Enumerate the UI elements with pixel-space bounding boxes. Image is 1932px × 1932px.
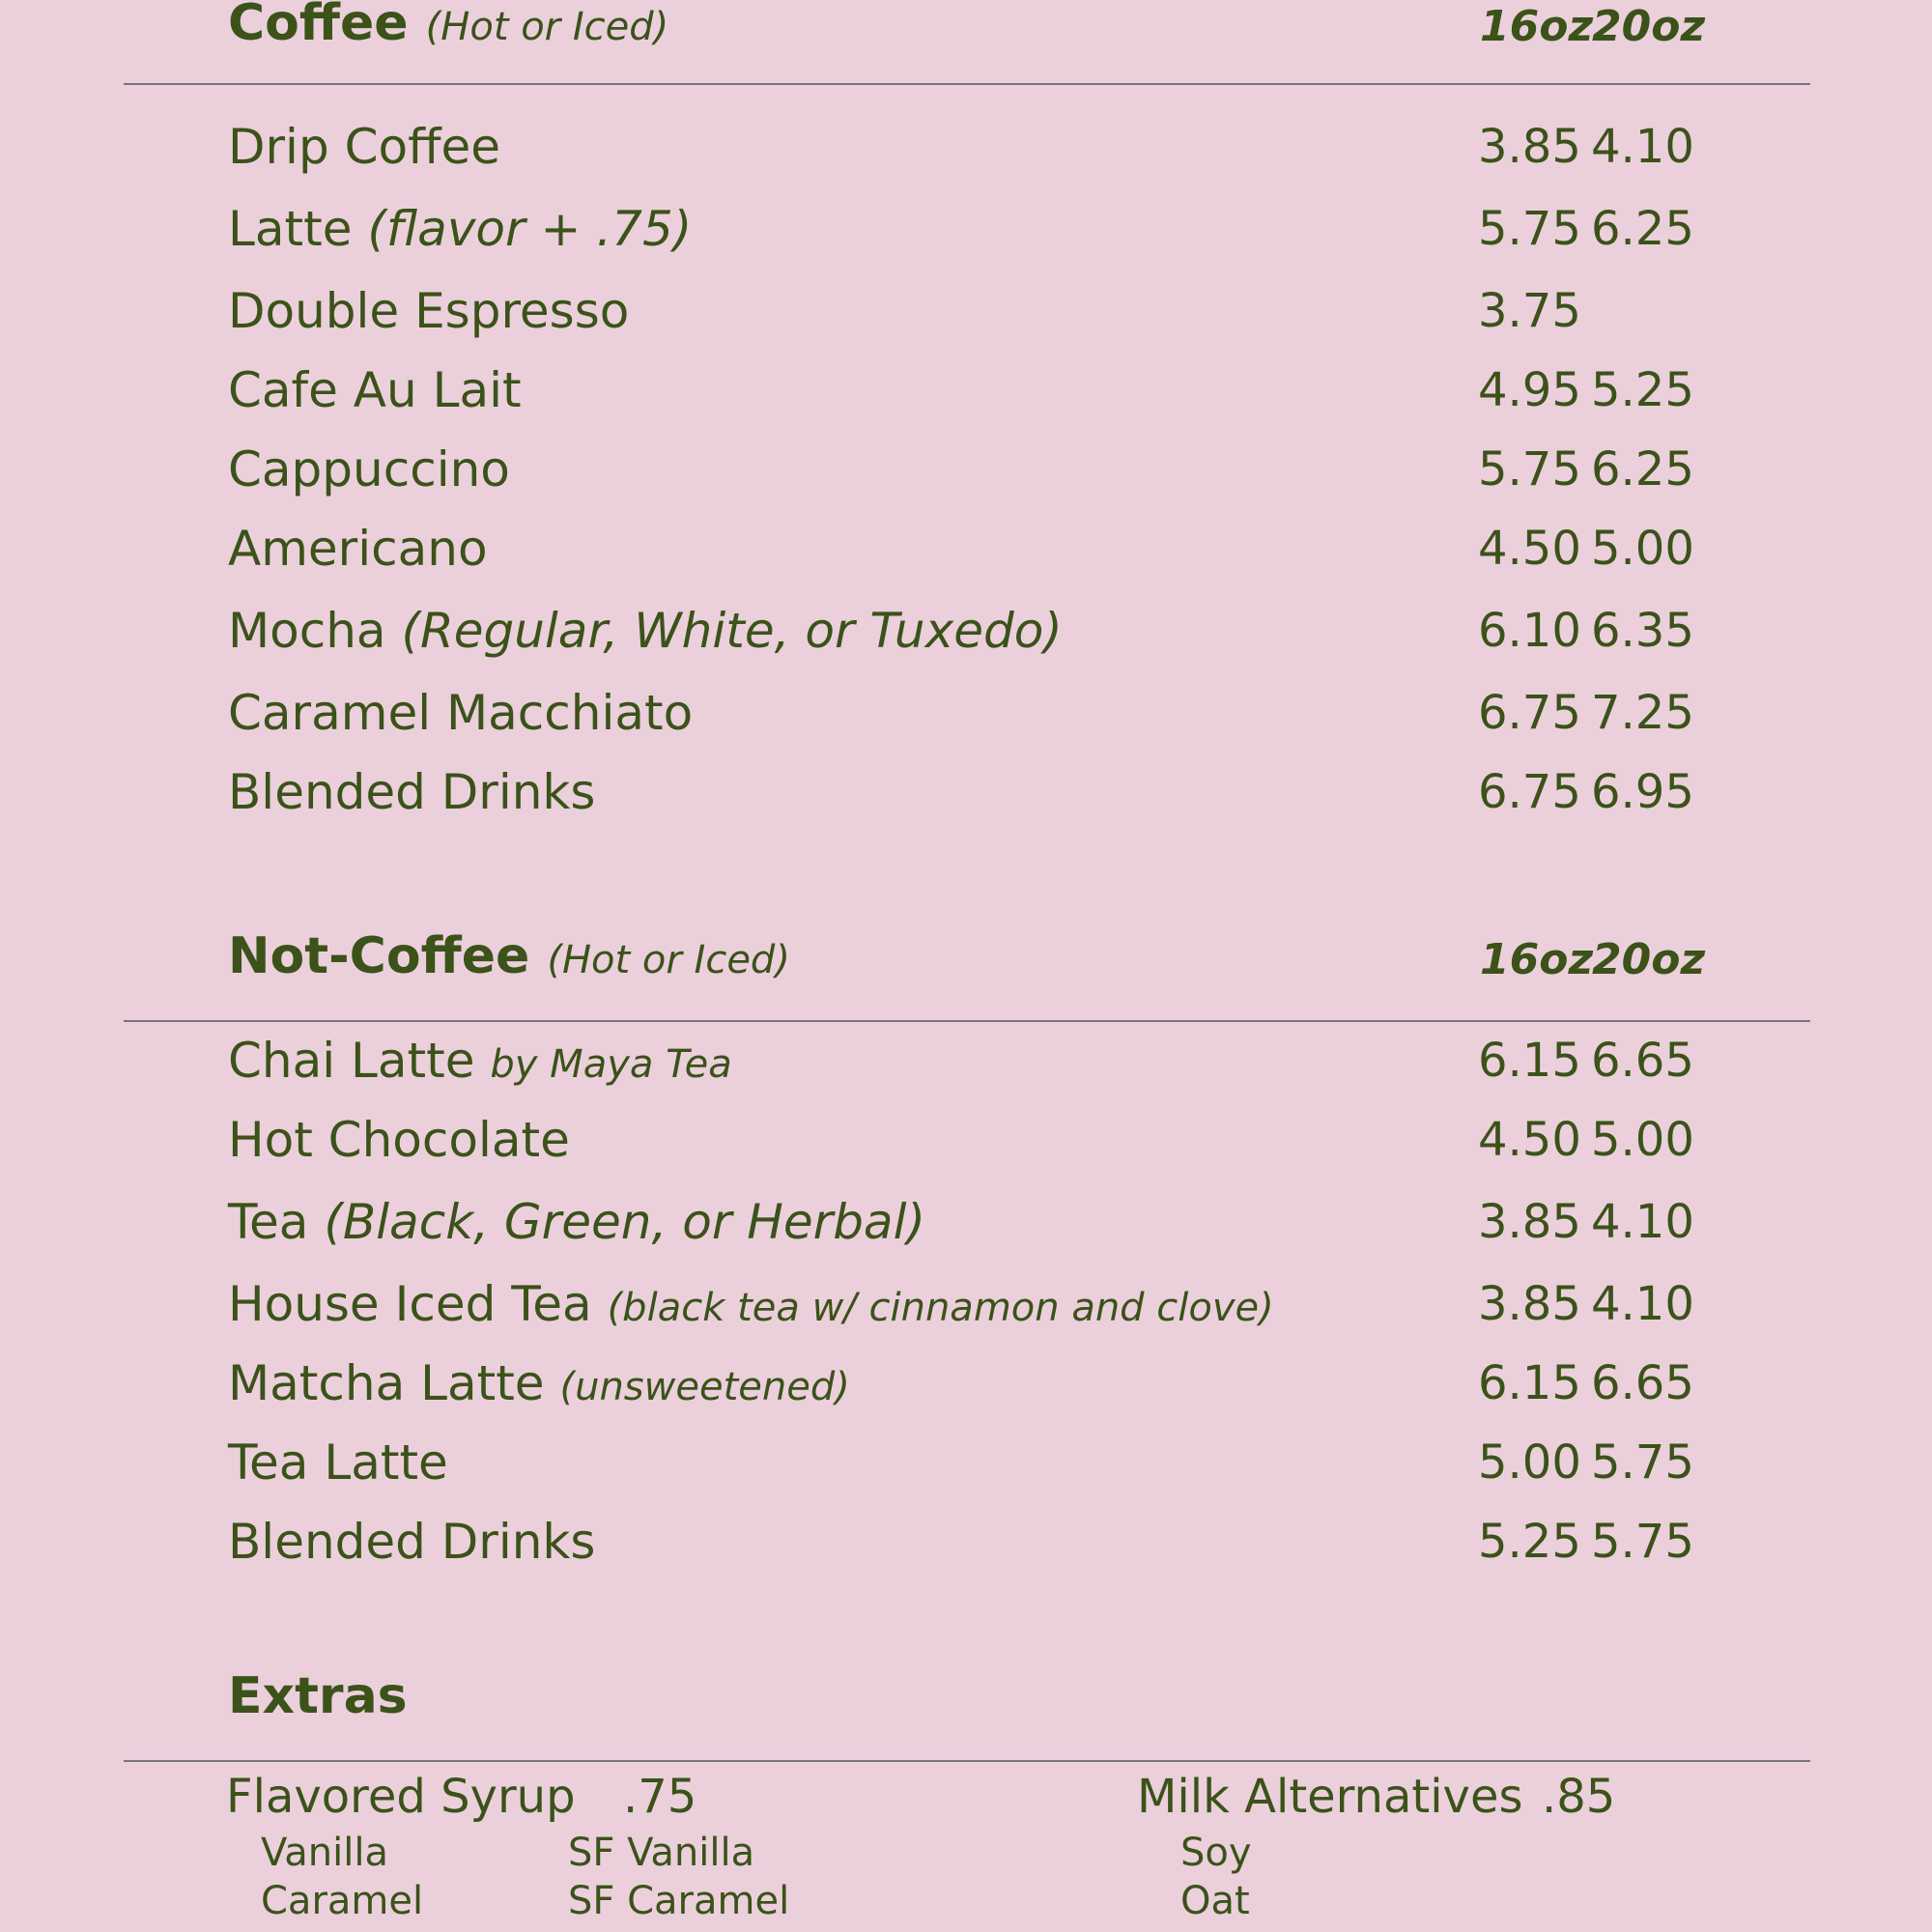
price-16oz: 6.75 xyxy=(1478,765,1581,819)
price-16oz: 5.75 xyxy=(1478,442,1581,497)
milk-alternatives-label: Milk Alternatives xyxy=(1137,1770,1523,1824)
item-name: Cappuccino xyxy=(228,441,510,497)
flavored-syrup-price: .75 xyxy=(623,1770,697,1824)
extras-divider xyxy=(124,1760,1810,1762)
price-20oz: 6.65 xyxy=(1591,1034,1694,1088)
price-16oz: 5.25 xyxy=(1478,1515,1581,1569)
coffee-divider xyxy=(124,83,1810,85)
item-name: Blended Drinks xyxy=(228,1514,596,1570)
price-20oz: 6.95 xyxy=(1591,765,1694,819)
list-item xyxy=(228,1193,925,1251)
not-coffee-section-title xyxy=(228,927,790,989)
price-20oz: 7.25 xyxy=(1591,686,1694,740)
item-note: (Regular, White, or Tuxedo) xyxy=(401,603,1063,659)
item-note: (unsweetened) xyxy=(559,1365,850,1409)
extras-title: Extras xyxy=(228,1667,408,1725)
not-coffee-size-large: 20oz xyxy=(1592,935,1706,984)
item-name: House Iced Tea xyxy=(228,1276,592,1332)
milk-option: Oat xyxy=(1180,1879,1250,1923)
item-name: Blended Drinks xyxy=(228,764,596,820)
item-name: Chai Latte xyxy=(228,1033,475,1089)
price-16oz: 3.85 xyxy=(1478,120,1581,174)
item-name: Mocha xyxy=(228,603,386,659)
price-16oz: 4.95 xyxy=(1478,363,1581,417)
list-item xyxy=(228,602,1063,660)
item-name: Double Espresso xyxy=(228,283,630,339)
item-note: by Maya Tea xyxy=(490,1042,732,1087)
list-item xyxy=(228,1275,1274,1337)
list-item xyxy=(228,520,488,578)
price-20oz: 4.10 xyxy=(1591,120,1694,174)
list-item xyxy=(228,1434,448,1492)
price-20oz: 5.00 xyxy=(1591,522,1694,576)
syrup-option: Caramel xyxy=(261,1879,424,1923)
syrup-option: SF Caramel xyxy=(568,1879,790,1923)
price-16oz: 3.75 xyxy=(1478,284,1581,338)
price-20oz: 6.35 xyxy=(1591,604,1694,658)
item-name: Cafe Au Lait xyxy=(228,362,522,418)
list-item xyxy=(228,1111,570,1169)
price-16oz: 4.50 xyxy=(1478,522,1581,576)
price-20oz: 4.10 xyxy=(1591,1195,1694,1249)
price-16oz: 3.85 xyxy=(1478,1195,1581,1249)
coffee-section-title xyxy=(228,0,668,56)
coffee-note: (Hot or Iced) xyxy=(425,5,669,49)
syrup-option: Vanilla xyxy=(261,1831,388,1875)
price-16oz: 5.00 xyxy=(1478,1435,1581,1490)
item-name: Hot Chocolate xyxy=(228,1112,570,1168)
milk-option: Soy xyxy=(1180,1831,1252,1875)
price-16oz: 6.15 xyxy=(1478,1356,1581,1410)
item-note: (Black, Green, or Herbal) xyxy=(324,1194,925,1250)
price-20oz: 6.25 xyxy=(1591,442,1694,497)
coffee-title: Coffee xyxy=(228,0,409,52)
coffee-size-small: 16oz xyxy=(1480,2,1594,51)
list-item xyxy=(228,1032,732,1094)
list-item xyxy=(228,1354,850,1416)
item-note: (flavor + .75) xyxy=(367,201,693,257)
price-20oz: 5.75 xyxy=(1591,1435,1694,1490)
not-coffee-note: (Hot or Iced) xyxy=(547,938,790,982)
list-item xyxy=(228,440,510,498)
price-20oz: 4.10 xyxy=(1591,1277,1694,1331)
item-name: Americano xyxy=(228,521,488,577)
price-20oz: 6.65 xyxy=(1591,1356,1694,1410)
syrup-option: SF Vanilla xyxy=(568,1831,755,1875)
list-item xyxy=(228,1513,595,1571)
item-name: Caramel Macchiato xyxy=(228,685,694,741)
price-20oz: 5.00 xyxy=(1591,1113,1694,1167)
coffee-size-large: 20oz xyxy=(1592,2,1706,51)
not-coffee-size-small: 16oz xyxy=(1480,935,1594,984)
not-coffee-title: Not-Coffee xyxy=(228,927,530,985)
price-16oz: 6.10 xyxy=(1478,604,1581,658)
price-16oz: 5.75 xyxy=(1478,202,1581,256)
item-name: Tea Latte xyxy=(228,1435,448,1491)
price-20oz: 5.25 xyxy=(1591,363,1694,417)
list-item xyxy=(228,282,629,340)
list-item xyxy=(228,118,500,176)
item-name: Latte xyxy=(228,201,353,257)
not-coffee-divider xyxy=(124,1020,1810,1022)
price-16oz: 6.75 xyxy=(1478,686,1581,740)
list-item xyxy=(228,684,693,742)
price-16oz: 4.50 xyxy=(1478,1113,1581,1167)
price-20oz: 5.75 xyxy=(1591,1515,1694,1569)
item-name: Matcha Latte xyxy=(228,1355,545,1411)
item-note: (black tea w/ cinnamon and clove) xyxy=(607,1286,1274,1330)
flavored-syrup-label: Flavored Syrup xyxy=(226,1770,576,1824)
milk-alternatives-price: .85 xyxy=(1542,1770,1616,1824)
list-item xyxy=(228,361,522,419)
list-item xyxy=(228,763,595,821)
item-name: Tea xyxy=(228,1194,309,1250)
price-16oz: 3.85 xyxy=(1478,1277,1581,1331)
item-name: Drip Coffee xyxy=(228,119,501,175)
list-item xyxy=(228,200,692,258)
price-20oz: 6.25 xyxy=(1591,202,1694,256)
price-16oz: 6.15 xyxy=(1478,1034,1581,1088)
